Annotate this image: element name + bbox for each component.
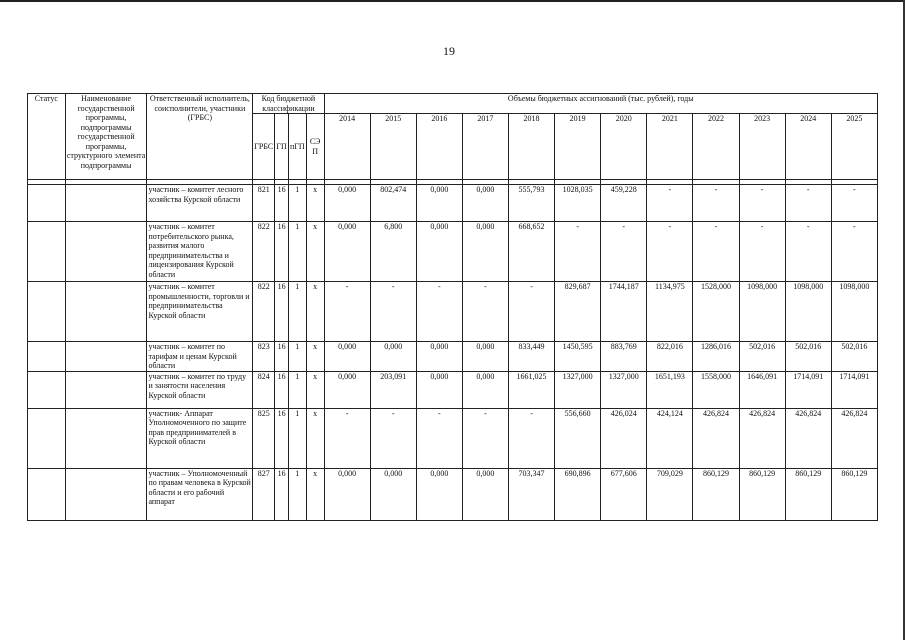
header-year: 2020 [601, 114, 647, 180]
gp-cell: 16 [275, 342, 289, 372]
grbs-cell: 825 [253, 408, 275, 468]
header-volumes: Объемы бюджетных ассигнований (тыс. рублей), годы [324, 94, 877, 114]
header-code-grbs: ГРБС [253, 114, 275, 180]
value-cell: 1558,000 [693, 371, 739, 408]
value-cell: 829,687 [555, 282, 601, 342]
gp-cell: 16 [275, 222, 289, 282]
page-top-border [0, 0, 905, 2]
header-program-name: Наименование государственной программы, подпрограммы государственной программы, структурного элемента подпрограммы [65, 94, 147, 180]
grbs-cell: 821 [253, 185, 275, 222]
value-cell: 502,016 [831, 342, 877, 372]
value-cell: 883,769 [601, 342, 647, 372]
value-cell: - [370, 282, 416, 342]
status-cell [28, 408, 66, 468]
value-cell: 1028,035 [555, 185, 601, 222]
header-status: Статус [28, 94, 66, 180]
grbs-cell: 822 [253, 282, 275, 342]
header-code-pgp: пГП [288, 114, 306, 180]
table-row [28, 371, 878, 408]
value-cell: 424,124 [647, 408, 693, 468]
executor-cell: участник – комитет промышленности, торговли и предпринимательства Курской области [147, 282, 253, 342]
value-cell: - [416, 282, 462, 342]
value-cell: 860,129 [831, 468, 877, 520]
status-cell [28, 342, 66, 372]
status-cell [28, 371, 66, 408]
pgp-cell: 1 [288, 222, 306, 282]
value-cell: - [508, 408, 554, 468]
table-row [28, 408, 878, 468]
value-cell: - [785, 222, 831, 282]
value-cell: 1327,000 [601, 371, 647, 408]
value-cell: 0,000 [370, 468, 416, 520]
value-cell: 0,000 [462, 468, 508, 520]
value-cell: - [508, 282, 554, 342]
program-name-cell [65, 222, 147, 282]
value-cell: - [324, 408, 370, 468]
program-name-cell [65, 282, 147, 342]
value-cell: - [831, 222, 877, 282]
value-cell: 426,824 [739, 408, 785, 468]
header-year: 2016 [416, 114, 462, 180]
value-cell: 0,000 [370, 342, 416, 372]
value-cell: 1528,000 [693, 282, 739, 342]
value-cell: - [370, 408, 416, 468]
value-cell: 203,091 [370, 371, 416, 408]
value-cell: 0,000 [416, 342, 462, 372]
header-year: 2015 [370, 114, 416, 180]
status-cell [28, 282, 66, 342]
value-cell: - [739, 185, 785, 222]
table-row [28, 468, 878, 520]
value-cell: 1450,595 [555, 342, 601, 372]
header-year: 2024 [785, 114, 831, 180]
header-year: 2018 [508, 114, 554, 180]
table-row [28, 185, 878, 222]
header-year: 2014 [324, 114, 370, 180]
table-row [28, 222, 878, 282]
value-cell: 0,000 [324, 371, 370, 408]
value-cell: - [601, 222, 647, 282]
sep-cell: х [306, 342, 324, 372]
header-year: 2021 [647, 114, 693, 180]
executor-cell: участник – комитет лесного хозяйства Курской области [147, 185, 253, 222]
value-cell: 860,129 [739, 468, 785, 520]
budget-table [27, 93, 878, 521]
executor-cell: участник – Уполномоченный по правам человека в Курской области и его рабочий аппарат [147, 468, 253, 520]
value-cell: 0,000 [416, 468, 462, 520]
header-code-gp: ГП [275, 114, 289, 180]
executor-cell: участник- Аппарат Уполномоченного по защите прав предпринимателей в Курской области [147, 408, 253, 468]
value-cell: 0,000 [324, 185, 370, 222]
value-cell: 426,824 [693, 408, 739, 468]
value-cell: 0,000 [462, 185, 508, 222]
value-cell: 6,800 [370, 222, 416, 282]
header-year: 2022 [693, 114, 739, 180]
gp-cell: 16 [275, 371, 289, 408]
sep-cell: х [306, 222, 324, 282]
executor-cell: участник – комитет по труду и занятости населения Курской области [147, 371, 253, 408]
gp-cell: 16 [275, 408, 289, 468]
value-cell: 833,449 [508, 342, 554, 372]
header-code-sep: СЭП [306, 114, 324, 180]
value-cell: 1098,000 [831, 282, 877, 342]
header-year: 2017 [462, 114, 508, 180]
value-cell: - [647, 222, 693, 282]
table-row [28, 282, 878, 342]
value-cell: 1286,016 [693, 342, 739, 372]
value-cell: 556,660 [555, 408, 601, 468]
pgp-cell: 1 [288, 282, 306, 342]
header-budget-code: Код бюджетной классификации [253, 94, 324, 114]
value-cell: - [739, 222, 785, 282]
value-cell: 502,016 [785, 342, 831, 372]
value-cell: 668,652 [508, 222, 554, 282]
value-cell: 1327,000 [555, 371, 601, 408]
status-cell [28, 468, 66, 520]
status-cell [28, 222, 66, 282]
gp-cell: 16 [275, 282, 289, 342]
value-cell: - [555, 222, 601, 282]
value-cell: 502,016 [739, 342, 785, 372]
value-cell: - [462, 408, 508, 468]
program-name-cell [65, 371, 147, 408]
value-cell: 0,000 [416, 185, 462, 222]
value-cell: 802,474 [370, 185, 416, 222]
table-row [28, 342, 878, 372]
value-cell: 677,606 [601, 468, 647, 520]
value-cell: - [693, 222, 739, 282]
value-cell: - [324, 282, 370, 342]
value-cell: 1646,091 [739, 371, 785, 408]
value-cell: - [462, 282, 508, 342]
value-cell: 426,824 [831, 408, 877, 468]
header-year: 2023 [739, 114, 785, 180]
program-name-cell [65, 342, 147, 372]
grbs-cell: 824 [253, 371, 275, 408]
pgp-cell: 1 [288, 371, 306, 408]
value-cell: 0,000 [462, 371, 508, 408]
value-cell: 0,000 [416, 222, 462, 282]
value-cell: 426,824 [785, 408, 831, 468]
value-cell: 690,896 [555, 468, 601, 520]
value-cell: 709,029 [647, 468, 693, 520]
value-cell: 822,016 [647, 342, 693, 372]
value-cell: 1714,091 [785, 371, 831, 408]
status-cell [28, 185, 66, 222]
value-cell: 1134,975 [647, 282, 693, 342]
sep-cell: х [306, 185, 324, 222]
value-cell: 426,024 [601, 408, 647, 468]
value-cell: 1744,187 [601, 282, 647, 342]
sep-cell: х [306, 408, 324, 468]
value-cell: 555,793 [508, 185, 554, 222]
sep-cell: х [306, 282, 324, 342]
value-cell: 0,000 [324, 222, 370, 282]
value-cell: 703,347 [508, 468, 554, 520]
header-executor: Ответственный исполнитель, соисполнители, участники (ГРБС) [147, 94, 253, 180]
page-number: 19 [443, 44, 455, 58]
value-cell: 459,228 [601, 185, 647, 222]
program-name-cell [65, 468, 147, 520]
pgp-cell: 1 [288, 408, 306, 468]
pgp-cell: 1 [288, 468, 306, 520]
value-cell: 1098,000 [785, 282, 831, 342]
grbs-cell: 823 [253, 342, 275, 372]
gp-cell: 16 [275, 185, 289, 222]
header-year: 2019 [555, 114, 601, 180]
value-cell: 0,000 [324, 468, 370, 520]
gp-cell: 16 [275, 468, 289, 520]
pgp-cell: 1 [288, 342, 306, 372]
grbs-cell: 827 [253, 468, 275, 520]
value-cell: 0,000 [462, 342, 508, 372]
program-name-cell [65, 408, 147, 468]
program-name-cell [65, 185, 147, 222]
value-cell: 1714,091 [831, 371, 877, 408]
value-cell: 1661,025 [508, 371, 554, 408]
value-cell: 1651,193 [647, 371, 693, 408]
value-cell: 1098,000 [739, 282, 785, 342]
value-cell: - [831, 185, 877, 222]
value-cell: 860,129 [785, 468, 831, 520]
value-cell: - [693, 185, 739, 222]
value-cell: 0,000 [324, 342, 370, 372]
header-year: 2025 [831, 114, 877, 180]
value-cell: 860,129 [693, 468, 739, 520]
value-cell: 0,000 [416, 371, 462, 408]
sep-cell: х [306, 371, 324, 408]
pgp-cell: 1 [288, 185, 306, 222]
value-cell: - [416, 408, 462, 468]
value-cell: - [785, 185, 831, 222]
executor-cell: участник – комитет по тарифам и ценам Курской области [147, 342, 253, 372]
sep-cell: х [306, 468, 324, 520]
executor-cell: участник – комитет потребительского рынка, развития малого предпринимательства и лицензирования Курской области [147, 222, 253, 282]
value-cell: - [647, 185, 693, 222]
grbs-cell: 822 [253, 222, 275, 282]
value-cell: 0,000 [462, 222, 508, 282]
